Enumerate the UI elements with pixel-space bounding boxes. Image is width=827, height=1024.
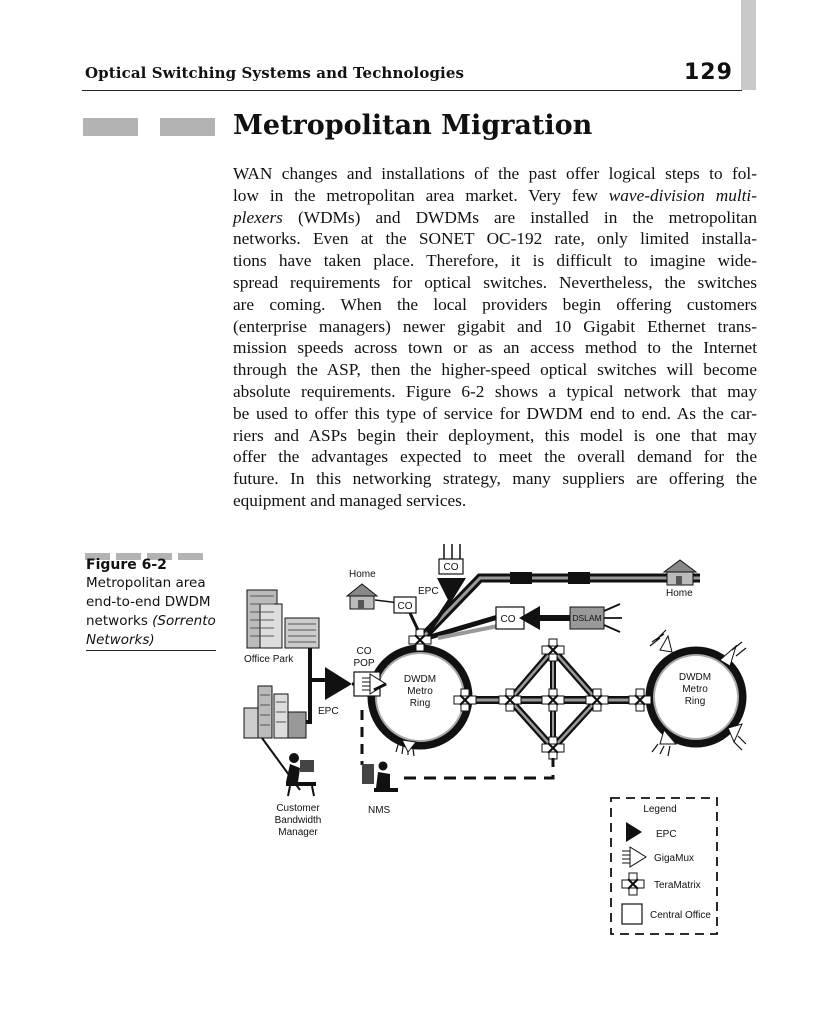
ring-right-label-1: DWDM	[678, 672, 712, 683]
office-park-label: Office Park	[244, 654, 294, 665]
customer-bandwidth-manager	[262, 738, 321, 838]
legend-epc: EPC	[656, 829, 677, 840]
body-line: plexers (WDMs) and DWDMs are installed in the metropolitan	[233, 207, 757, 227]
ring-left-label-3: Ring	[409, 698, 431, 709]
body-line: WAN changes and installations of the past offer logical steps to fol-	[233, 164, 757, 183]
ring-right-label-3: Ring	[684, 696, 706, 707]
figure-caption-source: (Sorrento Networks)	[86, 613, 216, 648]
body-line: offer the advantages expected to meet the overall demand for the	[233, 447, 757, 467]
figure-label: Figure 6-2	[86, 557, 167, 573]
city-buildings	[244, 680, 310, 738]
body-line: riers and ASPs begin their deployment, this model is one that may	[233, 425, 757, 445]
cbm-label-2: Bandwidth	[274, 815, 322, 826]
home-right	[664, 560, 696, 599]
epc-icon	[626, 822, 642, 842]
co-right-dslam	[496, 604, 622, 632]
epc-mid-label: EPC	[318, 706, 339, 717]
body-line: spread requirements for optical switches. Nevertheless, the switches	[233, 272, 757, 292]
office-park	[244, 590, 325, 680]
page-number: 129	[684, 60, 733, 85]
legend-title: Legend	[643, 804, 677, 815]
legend-teramatrix: TeraMatrix	[654, 880, 701, 891]
co-left	[394, 597, 418, 630]
co-pop-label-1: CO	[356, 646, 372, 657]
epc-top-label: EPC	[418, 586, 439, 597]
body-line: mission speeds across town or as an access method to the Internet	[233, 338, 757, 358]
body-line: tions have taken place. Therefore, it is difficult to imagine wide-	[233, 251, 757, 271]
body-line: (enterprise managers) newer gigabit and 10 Gigabit Ethernet trans-	[233, 316, 757, 336]
co-pop-label-2: POP	[353, 658, 375, 669]
teramatrix-icon	[622, 873, 644, 895]
teramatrix-icon	[454, 689, 476, 711]
figure-caption-text: Metropolitan area end-to-end DWDM networks	[86, 575, 211, 629]
ring-left-label-1: DWDM	[403, 674, 437, 685]
running-head: Optical Switching Systems and Technologies	[85, 64, 465, 82]
gigamux-icon	[622, 847, 646, 867]
teramatrix-icon	[542, 689, 564, 711]
ring-right-label-2: Metro	[682, 684, 708, 695]
co-right-label: CO	[500, 614, 516, 625]
cbm-label-1: Customer	[276, 803, 320, 814]
body-line: future. In this networking strategy, many suppliers are offering the	[233, 469, 757, 489]
body-line: through the ASP, then the higher-speed optical switches will become	[233, 360, 757, 380]
body-line: low in the metropolitan area market. Very few wave-division multi-	[233, 185, 757, 205]
dslam-label: DSLAM	[572, 613, 602, 623]
co-top-label: CO	[443, 562, 459, 573]
nms-label: NMS	[368, 805, 391, 816]
body-line: are coming. When the local providers begin offering customers	[233, 294, 757, 314]
legend	[611, 798, 717, 934]
body-emphasis: wave-division multi-	[608, 185, 757, 205]
cbm-label-3: Manager	[278, 827, 318, 838]
body-line: be used to offer this type of service for DWDM end to end. As the car-	[233, 403, 757, 423]
co-left-label: CO	[397, 601, 413, 612]
body-line: networks. Even at the SONET OC-192 rate, only limited installa-	[233, 229, 757, 249]
legend-central-office: Central Office	[650, 910, 711, 921]
body-line: absolute requirements. Figure 6-2 shows a typical network that may	[233, 381, 757, 401]
legend-gigamux: GigaMux	[654, 853, 695, 864]
section-title: Metropolitan Migration	[233, 110, 593, 141]
home-right-label: Home	[666, 588, 693, 599]
ring-left-label-2: Metro	[407, 686, 433, 697]
central-office-icon	[622, 904, 642, 924]
epc-mid	[318, 667, 352, 717]
home-left-label: Home	[349, 569, 376, 580]
body-emphasis: plexers	[233, 207, 283, 227]
body-line: equipment and managed services.	[233, 490, 467, 510]
